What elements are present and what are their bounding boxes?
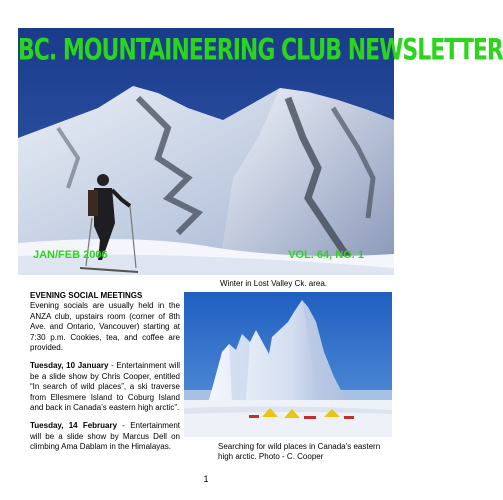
arctic-photo xyxy=(184,292,392,437)
article-column xyxy=(30,291,180,461)
event-item xyxy=(30,361,180,413)
iceberg-image xyxy=(184,292,392,437)
newsletter-title: BC. MOUNTAINEERING CLUB NEWSLETTER xyxy=(18,34,503,68)
page-number: 1 xyxy=(203,474,209,484)
event-date: Tuesday, 14 February xyxy=(30,421,118,431)
event-text: - Entertainment will be a slide show by Marcus Dell on climbing Ama Dablam in the Himalayas. xyxy=(30,421,180,452)
cover-photo xyxy=(18,28,503,275)
article-intro xyxy=(30,291,180,353)
event-date: Tuesday, 10 January xyxy=(30,361,109,371)
arctic-photo-caption: Searching for wild places in Canada’s eastern high arctic. Photo - C. Cooper xyxy=(218,442,381,461)
article-heading: EVENING SOCIAL MEETINGS xyxy=(30,291,143,300)
event-text: - Entertainment will be a slide show by Chris Cooper, entitled “In search of wild places”, a ski traverse from Ellesmere Island to Coburg Island and back in Canada’s eastern high arctic”. xyxy=(30,361,180,413)
article-intro-text: Evening socials are usually held in the ANZA club, upstairs room (corner of 8th Ave. and Ontario, Vancouver) starting at 7:30 p.m. Cookies, tea, and coffee are provided. xyxy=(30,301,180,353)
issue-date: JAN/FEB 2006 xyxy=(33,249,108,261)
cover-photo-caption: Winter in Lost Valley Ck. area. xyxy=(220,279,328,288)
event-item xyxy=(30,421,180,452)
issue-volume: VOL. 64, NO. 1 xyxy=(288,249,364,261)
